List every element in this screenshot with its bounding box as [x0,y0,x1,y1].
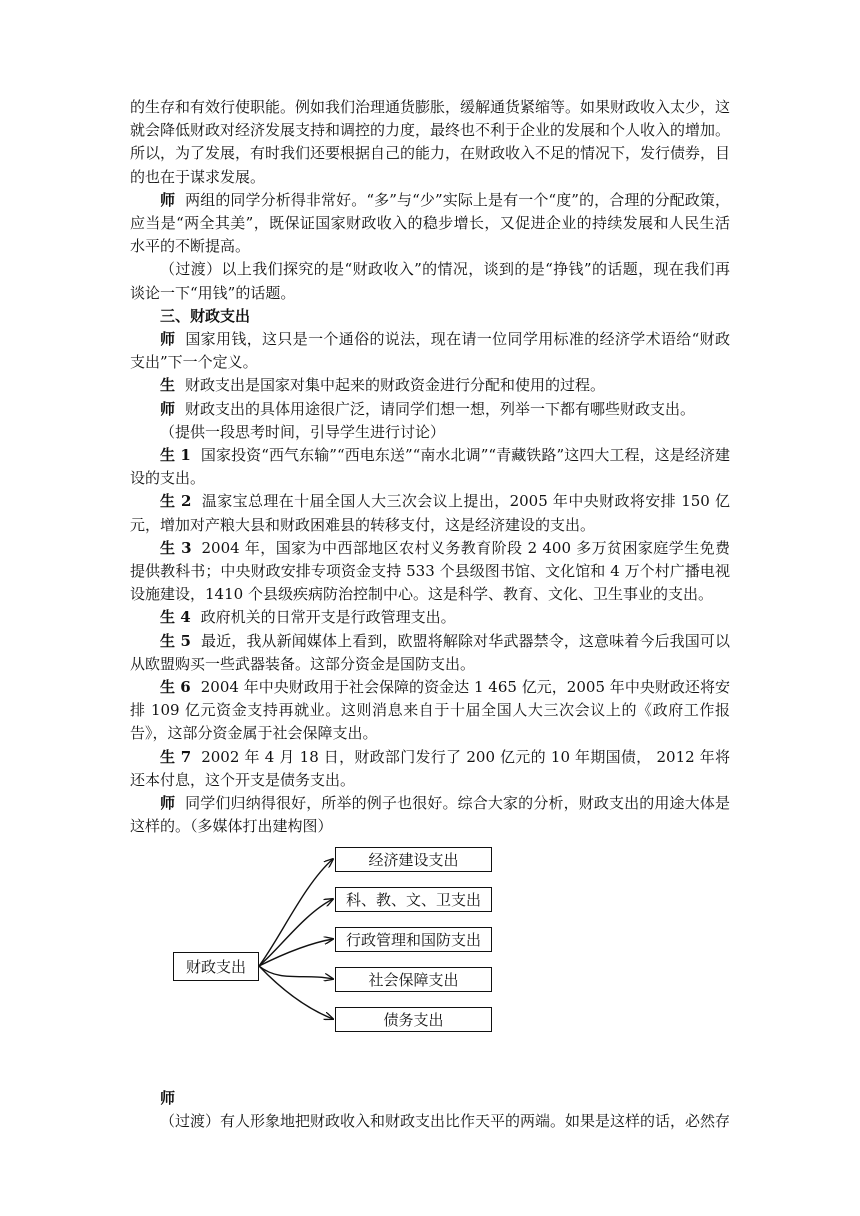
fiscal-expenditure-diagram [130,843,730,1071]
paragraph-mid-9: 生 6 2004 年中央财政用于社会保障的资金达 1 465 亿元，2005 年中央财政还将安排 109 亿元资金支持再就业。这则消息来自于十届全国人大三次会议上的《政府工作报告》，这部分资金属于社会保障支出。 [130,678,730,743]
speaker-label: 师 [160,190,176,209]
section-heading: 三、财政支出 [160,306,251,325]
paragraph-mid-8: 生 5 最近，我从新闻媒体上看到，欧盟将解除对华武器禁令，这意味着今后我国可以从欧盟购买一些武器装备。这部分资金是国防支出。 [130,631,730,673]
diagram-leaf-4: 债务支出 [335,1007,492,1032]
speaker-label: 生 4 [160,608,191,627]
diagram-root-box: 财政支出 [173,952,259,981]
speaker-label: 师 [160,399,176,418]
paragraph-mid-10: 生 7 2002 年 4 月 18 日，财政部门发行了 200 亿元的 10 年期国债， 2012 年将还本付息，这个开支是债务支出。 [130,747,730,789]
paragraph-mid-4: 生 1 国家投资“西气东输”“西电东送”“南水北调”“青藏铁路”这四大工程，这是经济建设的支出。 [130,446,730,488]
document-page [130,96,730,1133]
arrow-to-leaf-2 [259,939,333,966]
speaker-label: 生 5 [160,631,191,650]
paragraph-mid-3: （提供一段思考时间，引导学生进行讨论） [160,422,446,441]
paragraph-mid-11: 师 同学们归纳得很好，所举的例子也很好。综合大家的分析，财政支出的用途大体是这样的。（多媒体打出建构图） [130,794,730,836]
paragraph-mid-1: 生 财政支出是国家对集中起来的财政资金进行分配和使用的过程。 [160,376,606,395]
speaker-label: 师 [160,794,176,813]
paragraph-mid-6: 生 3 2004 年，国家为中西部地区农村义务教育阶段 2 400 多万贫困家庭学生免费提供教科书；中央财政安排专项资金支持 533 个县级图书馆、文化馆和 4 万个村广播电视设施建设，1410 个县级疾病防治控制中心。这是科学、教育、文化、卫生事业的支出。 [130,538,730,604]
speaker-label: 生 1 [160,446,191,465]
paragraph-mid-2: 师 财政支出的具体用途很广泛，请同学们想一想，列举一下都有哪些财政支出。 [160,399,696,418]
speaker-label: 生 6 [160,678,191,697]
diagram-leaf-3: 社会保障支出 [335,967,492,992]
diagram-leaf-2: 行政管理和国防支出 [335,927,492,952]
diagram-leaf-0: 经济建设支出 [335,847,492,872]
paragraph-top-0: 的生存和有效行使职能。例如我们治理通货膨胀，缓解通货紧缩等。如果财政收入太少，这就会降低财政对经济发展支持和调控的力度，最终也不利于企业的发展和个人收入的增加。所以，为了发展，有时我们还要根据自己的能力，在财政收入不足的情况下，发行债券，目的也在于谋求发展。 [130,98,731,186]
arrow-to-leaf-1 [259,899,333,966]
arrow-to-leaf-4 [259,966,333,1019]
paragraph-mid-0: 师 国家用钱，这只是一个通俗的说法，现在请一位同学用标准的经济学术语给“财政支出”下一个定义。 [130,330,730,372]
diagram-leaf-1: 科、教、文、卫支出 [335,887,492,912]
paragraph-mid-7: 生 4 政府机关的日常开支是行政管理支出。 [160,608,456,627]
speaker-label: 生 7 [160,747,192,766]
speaker-label: 师 [160,330,176,349]
speaker-label: 生 3 [160,538,192,557]
speaker-label: 生 [160,376,176,395]
speaker-label: 生 2 [160,492,192,511]
paragraph-top-2: （过渡）以上我们探究的是“财政收入”的情况，谈到的是“挣钱”的话题，现在我们再谈论一下“用钱”的话题。 [130,260,730,302]
paragraph-top-1: 师 两组的同学分析得非常好。“多”与“少”实际上是有一个“度”的，合理的分配政策，应当是“两全其美”，既保证国家财政收入的稳步增长，又促进企业的持续发展和人民生活水平的不断提高。 [130,190,730,256]
paragraph-bottom: （过渡）有人形象地把财政收入和财政支出比作天平的两端。如果是这样的话，必然存 [160,1111,731,1130]
paragraph-mid-5: 生 2 温家宝总理在十届全国人大三次会议上提出，2005 年中央财政将安排 150 亿元，增加对产粮大县和财政困难县的转移支付，这是经济建设的支出。 [130,492,730,534]
bottom-speaker: 师 [160,1088,176,1107]
